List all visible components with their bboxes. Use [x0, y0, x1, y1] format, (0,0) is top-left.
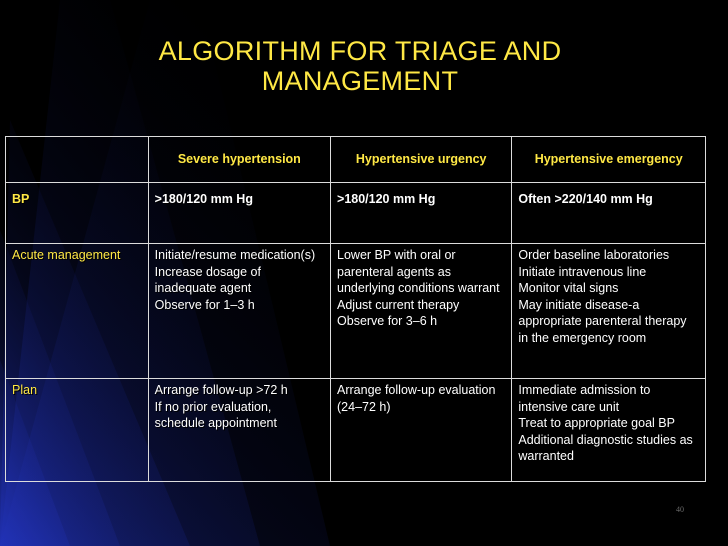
title-line-2: MANAGEMENT — [261, 66, 459, 96]
cell-line: Adjust current therapy — [337, 297, 460, 312]
cell-bp-severe — [148, 183, 330, 244]
table-row-plan — [6, 379, 706, 482]
header-cell-blank — [6, 137, 149, 183]
cell-plan-severe — [148, 379, 330, 482]
table-row-acute-management — [6, 244, 706, 379]
triage-table — [5, 136, 706, 482]
cell-line: Treat to appropriate goal BP — [518, 416, 675, 431]
table-header-row — [6, 137, 706, 183]
cell-line: Often >220/140 mm Hg — [518, 192, 653, 207]
cell-line: >180/120 mm Hg — [337, 192, 436, 207]
header-hypertensive-emergency: Hypertensive emergency — [512, 137, 706, 183]
cell-line: Additional diagnostic studies as warranted — [518, 432, 693, 464]
header-hypertensive-urgency: Hypertensive urgency — [331, 137, 512, 183]
table-row-bp — [6, 183, 706, 244]
cell-plan-urgency — [331, 379, 512, 482]
header-severe-hypertension: Severe hypertension — [148, 137, 330, 183]
row-label-acute-management: Acute management — [6, 244, 149, 379]
cell-line: Monitor vital signs — [518, 281, 619, 296]
row-label-plan: Plan — [6, 379, 149, 482]
cell-line: Lower BP with oral or parenteral agents as underlying conditions warrant — [337, 248, 500, 296]
cell-line: Immediate admission to intensive care unit — [518, 383, 651, 414]
cell-line: Arrange follow-up >72 h — [154, 383, 288, 398]
cell-line: If no prior evaluation, schedule appointment — [154, 399, 277, 431]
cell-line: >180/120 mm Hg — [154, 192, 253, 207]
page-number: 40 — [676, 505, 684, 514]
cell-line: Observe for 1–3 h — [154, 297, 255, 312]
cell-acute-urgency — [331, 244, 512, 379]
cell-bp-emergency — [512, 183, 706, 244]
cell-line: May initiate disease-a appropriate parenteral therapy in the emergency room — [518, 297, 687, 345]
cell-acute-severe — [148, 244, 330, 379]
cell-line: Initiate intravenous line — [518, 264, 647, 279]
cell-line: Arrange follow-up evaluation (24–72 h) — [337, 383, 496, 414]
cell-line: Increase dosage of inadequate agent — [154, 264, 261, 296]
title-line-1: ALGORITHM FOR TRIAGE AND — [158, 36, 562, 66]
cell-plan-emergency — [512, 379, 706, 482]
cell-line: Initiate/resume medication(s) — [154, 248, 316, 263]
cell-acute-emergency — [512, 244, 706, 379]
slide-title — [110, 36, 610, 96]
cell-line: Observe for 3–6 h — [337, 314, 438, 329]
cell-line: Order baseline laboratories — [518, 248, 670, 263]
cell-bp-urgency — [331, 183, 512, 244]
row-label-bp: BP — [6, 183, 149, 244]
